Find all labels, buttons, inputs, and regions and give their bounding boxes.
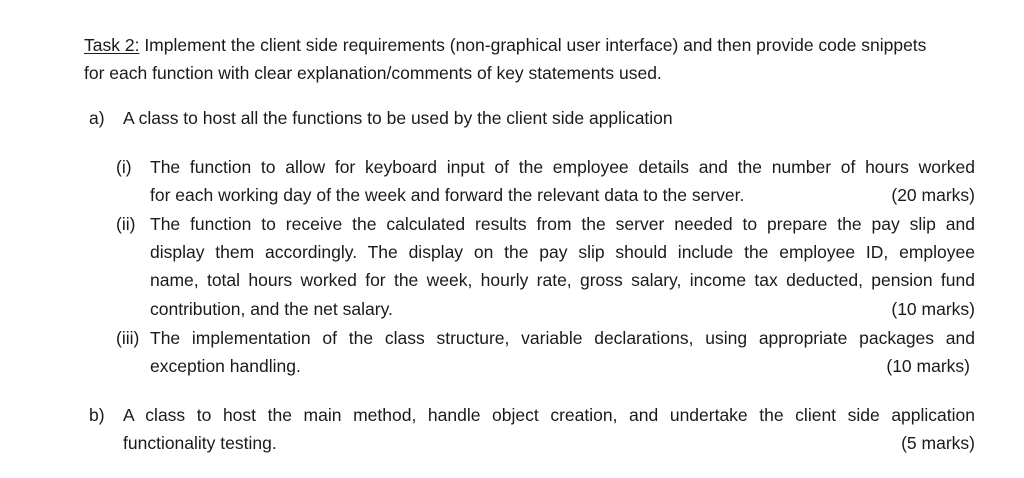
item-iii-line-2: exception handling. [150, 356, 301, 376]
part-b-line-2: functionality testing. [123, 433, 277, 453]
item-ii-line-3: name, total hours worked for the week, hourly rate, gross salary, income tax deducted, pension fund [150, 270, 975, 290]
part-b-marks: (5 marks) [901, 433, 975, 453]
task-heading-line-1 [84, 31, 984, 59]
part-a-label: a) [89, 108, 105, 128]
item-iii-marks: (10 marks) [886, 356, 970, 376]
task-heading [84, 31, 984, 87]
item-i-line-1: The function to allow for keyboard input of the employee details and the number of hours worked [150, 157, 975, 177]
task-label: Task 2: [84, 35, 140, 55]
task-text-line-2: for each function with clear explanation/comments of key statements used. [84, 63, 662, 83]
part-a-text: A class to host all the functions to be used by the client side application [123, 108, 673, 128]
item-ii-line-1: The function to receive the calculated results from the server needed to prepare the pay slip and [150, 214, 975, 234]
item-i-marks: (20 marks) [891, 185, 975, 205]
task-text-line-1: Implement the client side requirements (non-graphical user interface) and then provide code snippets [139, 35, 927, 55]
item-ii-line-2: display them accordingly. The display on the pay slip should include the employee ID, employee [150, 242, 975, 262]
item-iii-line-1: The implementation of the class structure, variable declarations, using appropriate packages and [150, 328, 975, 348]
item-ii-label: (ii) [116, 214, 136, 234]
item-i-label: (i) [116, 157, 132, 177]
part-b-label: b) [89, 405, 105, 425]
item-i-line-2: for each working day of the week and forward the relevant data to the server. [150, 185, 745, 205]
part-b-line-1: A class to host the main method, handle object creation, and undertake the client side application [123, 405, 975, 425]
item-ii-line-4: contribution, and the net salary. [150, 299, 393, 319]
item-iii-label: (iii) [116, 328, 140, 348]
item-ii-marks: (10 marks) [891, 299, 975, 319]
